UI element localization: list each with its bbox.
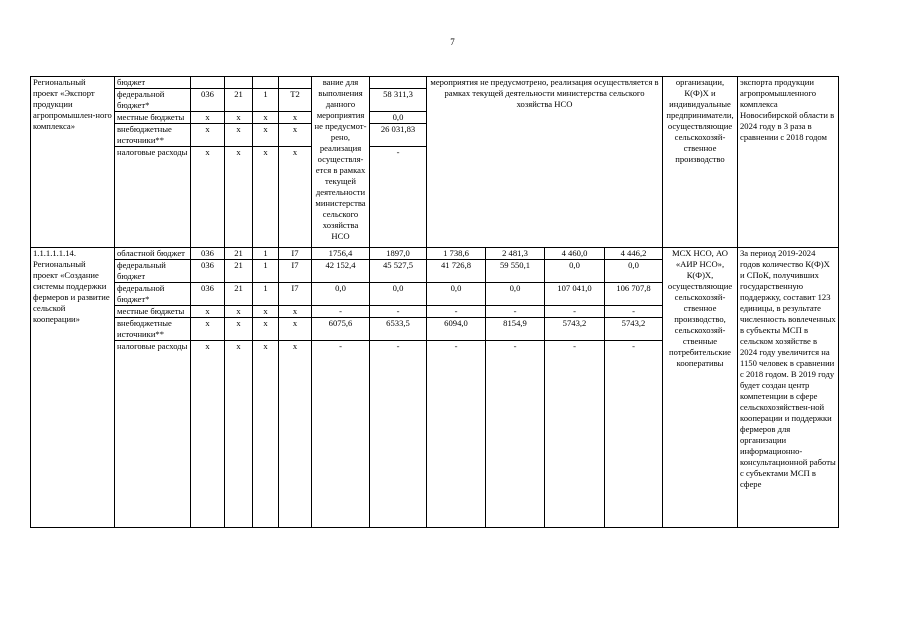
value-cell: 6075,6 (312, 318, 370, 341)
value-cell: 0,0 (312, 283, 370, 306)
code-cell: 036 (191, 283, 225, 306)
value-cell: - (427, 306, 486, 318)
code-cell: x (191, 147, 225, 248)
funding-source: внебюджетные источники** (115, 124, 191, 147)
table-row (31, 248, 839, 260)
note-cell: вание для выполнения данного мероприятия не предусмот-рено, реализация осуществля-ется в рамках текущей деятельности министерства сельского хозяйства НСО (312, 77, 370, 248)
funding-source: федеральной бюджет* (115, 283, 191, 306)
code-cell: x (279, 306, 312, 318)
value-cell: - (545, 306, 605, 318)
code-cell: x (225, 306, 253, 318)
result-cell: экспорта продукции агропромышленного комплекса Новосибирской области в 2024 году в 3 раза в сравнении с 2018 годом (738, 77, 839, 248)
executor-cell: МСХ НСО, АО «АИР НСО», К(Ф)Х, осуществляющие сельскохозяй-ственное производство, сельскохозяй-ственные потребительские кооперативы (663, 248, 738, 528)
code-cell: x (253, 306, 279, 318)
funding-source: налоговые расходы (115, 341, 191, 528)
value-cell: - (545, 341, 605, 528)
code-cell: x (225, 147, 253, 248)
value-cell: 58 311,3 (370, 89, 427, 112)
value-cell: 0,0 (605, 260, 663, 283)
code-cell: x (279, 147, 312, 248)
code-cell: x (225, 341, 253, 528)
code-cell: x (253, 147, 279, 248)
value-cell: - (370, 306, 427, 318)
value-cell: 6533,5 (370, 318, 427, 341)
value-cell: - (605, 306, 663, 318)
code-cell: x (253, 124, 279, 147)
code-cell: I7 (279, 248, 312, 260)
code-cell: 036 (191, 89, 225, 112)
code-cell: 1 (253, 248, 279, 260)
value-cell: 42 152,4 (312, 260, 370, 283)
value-cell: 0,0 (370, 112, 427, 124)
code-cell: 21 (225, 260, 253, 283)
value-cell: 107 041,0 (545, 283, 605, 306)
code-cell: x (279, 124, 312, 147)
code-cell: 21 (225, 89, 253, 112)
table-row (31, 77, 839, 89)
program-table (30, 76, 839, 528)
value-cell: 1756,4 (312, 248, 370, 260)
code-cell: x (253, 318, 279, 341)
value-cell: 1897,0 (370, 248, 427, 260)
value-cell: 6094,0 (427, 318, 486, 341)
code-cell: x (279, 341, 312, 528)
value-cell: 0,0 (370, 283, 427, 306)
funding-source: областной бюджет (115, 248, 191, 260)
code-cell: x (279, 112, 312, 124)
executor-cell: организации, К(Ф)Х и индивидуальные предприниматели, осуществляющие сельскохозяй-ственное производство (663, 77, 738, 248)
value-cell: 0,0 (486, 283, 545, 306)
code-cell: x (191, 124, 225, 147)
code-cell: x (191, 318, 225, 341)
code-cell: 036 (191, 260, 225, 283)
code-cell: T2 (279, 89, 312, 112)
code-cell: 1 (253, 89, 279, 112)
value-cell: 1 738,6 (427, 248, 486, 260)
page-number: 7 (450, 37, 455, 47)
value-cell: - (427, 341, 486, 528)
value-cell: - (312, 306, 370, 318)
value-cell: 5743,2 (545, 318, 605, 341)
value-cell: 5743,2 (605, 318, 663, 341)
value-cell: 45 527,5 (370, 260, 427, 283)
funding-source: федеральной бюджет* (115, 89, 191, 112)
code-cell: 1 (253, 283, 279, 306)
result-cell: За период 2019-2024 годов количество К(Ф)Х и СПоК, получивших государственную поддержку, составит 123 единицы, в результате численность вовлеченных в субъекты МСП в сельском хозяйстве в 2024 году увеличится на 1150 человек в сравнении с 2018 годом. В 2019 году будет создан центр компетенции в сфере сельскохозяйствен-ной кооперации и поддержки фермеров для организации информационно-консультационной работы с субъектами МСП в сфере (738, 248, 839, 528)
funding-source: местные бюджеты (115, 306, 191, 318)
value-cell: - (312, 341, 370, 528)
code-cell: x (253, 341, 279, 528)
code-cell: x (225, 318, 253, 341)
code-cell: I7 (279, 260, 312, 283)
project-name: 1.1.1.1.1.14. Региональный проект «Создание системы поддержки фермеров и развитие сельской кооперации» (31, 248, 115, 528)
code-cell: x (191, 306, 225, 318)
code-cell: x (279, 318, 312, 341)
value-cell: 41 726,8 (427, 260, 486, 283)
project-name: Региональный проект «Экспорт продукции агропромышлен-ного комплекса» (31, 77, 115, 248)
funding-source: бюджет (115, 77, 191, 89)
value-cell: 4 460,0 (545, 248, 605, 260)
funding-source: местные бюджеты (115, 112, 191, 124)
code-cell: x (191, 341, 225, 528)
value-cell: - (370, 147, 427, 248)
value-cell: 26 031,83 (370, 124, 427, 147)
value-cell: 0,0 (545, 260, 605, 283)
code-cell: 1 (253, 260, 279, 283)
value-cell: - (486, 306, 545, 318)
code-cell: x (225, 124, 253, 147)
note-cell: мероприятия не предусмотрено, реализация осуществляется в рамках текущей деятельности министерства сельского хозяйства НСО (427, 77, 663, 248)
funding-source: внебюджетные источники** (115, 318, 191, 341)
value-cell: - (370, 341, 427, 528)
value-cell: - (605, 341, 663, 528)
code-cell: I7 (279, 283, 312, 306)
value-cell: 4 446,2 (605, 248, 663, 260)
code-cell: 21 (225, 248, 253, 260)
value-cell: 0,0 (427, 283, 486, 306)
value-cell: 106 707,8 (605, 283, 663, 306)
code-cell: x (191, 112, 225, 124)
value-cell: - (486, 341, 545, 528)
value-cell: 8154,9 (486, 318, 545, 341)
code-cell: 036 (191, 248, 225, 260)
funding-source: налоговые расходы (115, 147, 191, 248)
value-cell: 2 481,3 (486, 248, 545, 260)
value-cell: 59 550,1 (486, 260, 545, 283)
code-cell: x (253, 112, 279, 124)
code-cell: 21 (225, 283, 253, 306)
code-cell: x (225, 112, 253, 124)
funding-source: федеральный бюджет (115, 260, 191, 283)
